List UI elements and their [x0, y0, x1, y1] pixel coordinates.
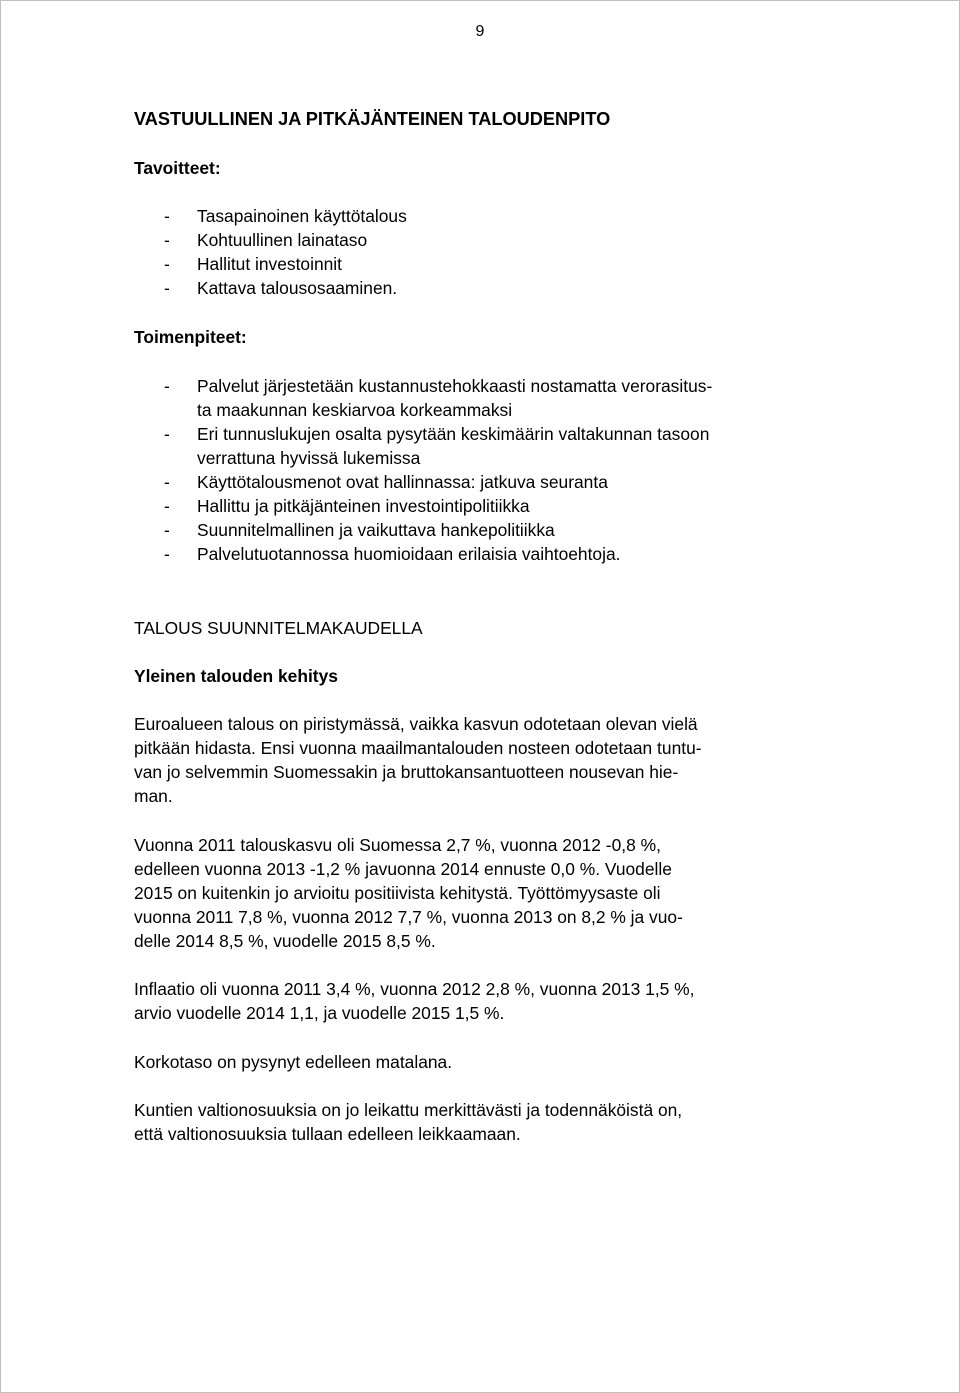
goals-heading: Tavoitteet: — [134, 158, 221, 178]
subheading: Yleinen talouden kehitys — [134, 666, 338, 686]
section-title: VASTUULLINEN JA PITKÄJÄNTEINEN TALOUDENPITO — [134, 109, 611, 129]
section-title-2: TALOUS SUUNNITELMAKAUDELLA — [134, 618, 423, 638]
page-number: 9 — [475, 23, 485, 40]
measures-heading: Toimenpiteet: — [134, 327, 247, 347]
